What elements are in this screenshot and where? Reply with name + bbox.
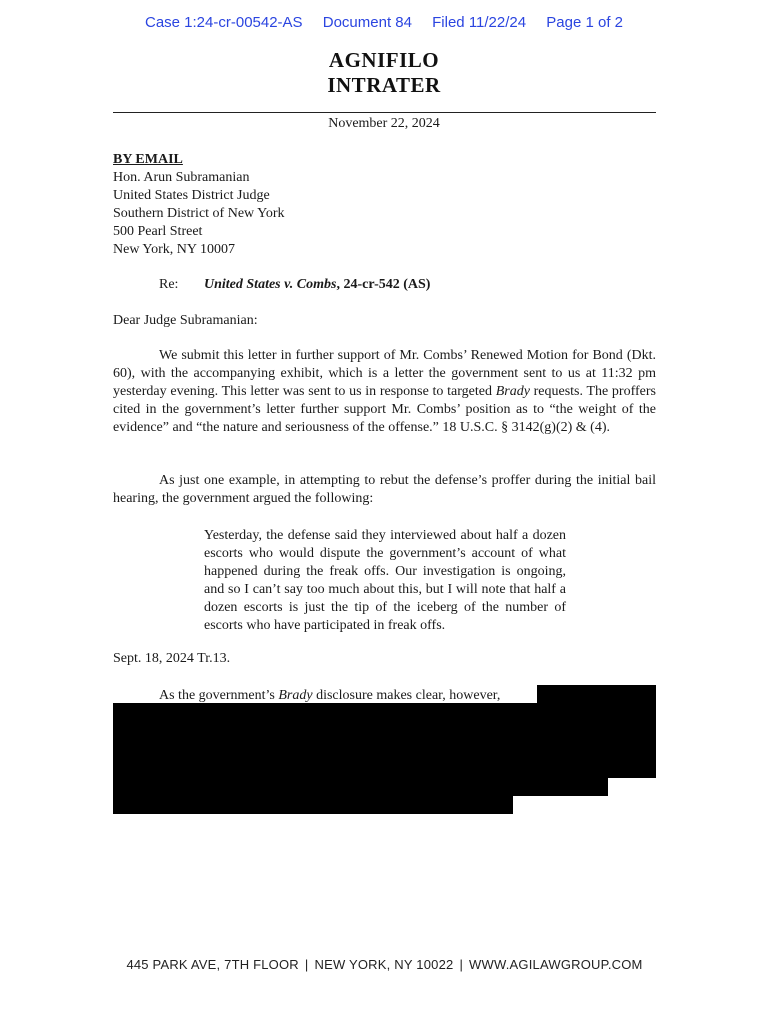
redaction-block: [113, 776, 608, 796]
letter-date: November 22, 2024: [328, 116, 440, 131]
document-number: Document 84: [322, 14, 412, 31]
re-label: Re:: [159, 277, 179, 292]
transcript-citation: Sept. 18, 2024 Tr.13.: [113, 651, 231, 666]
redaction-block: [113, 703, 656, 778]
logo-line-1: AGNIFILO: [328, 48, 440, 72]
filed-date: Filed 11/22/24: [432, 14, 527, 31]
re-line: [159, 277, 430, 293]
footer-separator: |: [304, 957, 309, 972]
letterhead-divider: [113, 112, 656, 113]
paragraph-2: As just one example, in attempting to rebut the defense’s proffer during the initial bail hearing, the government argued the following:: [113, 473, 656, 506]
address-line: 500 Pearl Street: [113, 224, 203, 239]
footer-separator: |: [459, 957, 464, 972]
address-line: Hon. Arun Subramanian: [113, 170, 250, 185]
footer-website: WWW.AGILAWGROUP.COM: [469, 957, 643, 972]
block-quote: Yesterday, the defense said they interviewed about half a dozen escorts who would dispute the government’s account of what happened during the freak offs. Our investigation is ongoing, and so I can’t say too much about this, but I will note that half a dozen escorts is just the tip of the iceberg of the number of escorts who have participated in freak offs.: [204, 528, 566, 633]
letterhead-footer: [113, 957, 656, 972]
salutation: Dear Judge Subramanian:: [113, 313, 258, 328]
paragraph-1: We submit this letter in further support of Mr. Combs’ Renewed Motion for Bond (Dkt. 60), with the accompanying exhibit, which is a letter the government sent to us at 11:32 pm yesterday evening. This letter was sent to us in response to targeted Brady requests. The proffers cited in the government’s letter further support Mr. Combs’ position as to “the weight of the evidence” and “the nature and seriousness of the offense.” 18 U.S.C. § 3142(g)(2) & (4).: [113, 348, 656, 435]
page-number: Page 1 of 2: [546, 14, 624, 31]
case-name: United States v. Combs: [204, 277, 337, 292]
paragraph-3: As the government’s Brady disclosure makes clear, however,: [159, 688, 501, 703]
firm-logo: [0, 48, 768, 98]
address-line: United States District Judge: [113, 188, 270, 203]
logo-line-2: INTRATER: [327, 73, 441, 97]
redaction-block: [537, 685, 656, 705]
address-line: Southern District of New York: [113, 206, 285, 221]
case-number-ref: , 24-cr-542 (AS): [336, 277, 431, 292]
redaction-block: [113, 794, 513, 814]
filing-stamp: [0, 14, 768, 31]
case-number: Case 1:24-cr-00542-AS: [144, 14, 303, 31]
delivery-method: BY EMAIL: [113, 152, 183, 167]
brady-term: Brady: [278, 688, 313, 703]
address-line: New York, NY 10007: [113, 242, 235, 257]
recipient-address: [113, 151, 285, 259]
footer-city: NEW YORK, NY 10022: [314, 957, 454, 972]
footer-address: 445 PARK AVE, 7TH FLOOR: [126, 957, 299, 972]
brady-term: Brady: [495, 384, 530, 399]
